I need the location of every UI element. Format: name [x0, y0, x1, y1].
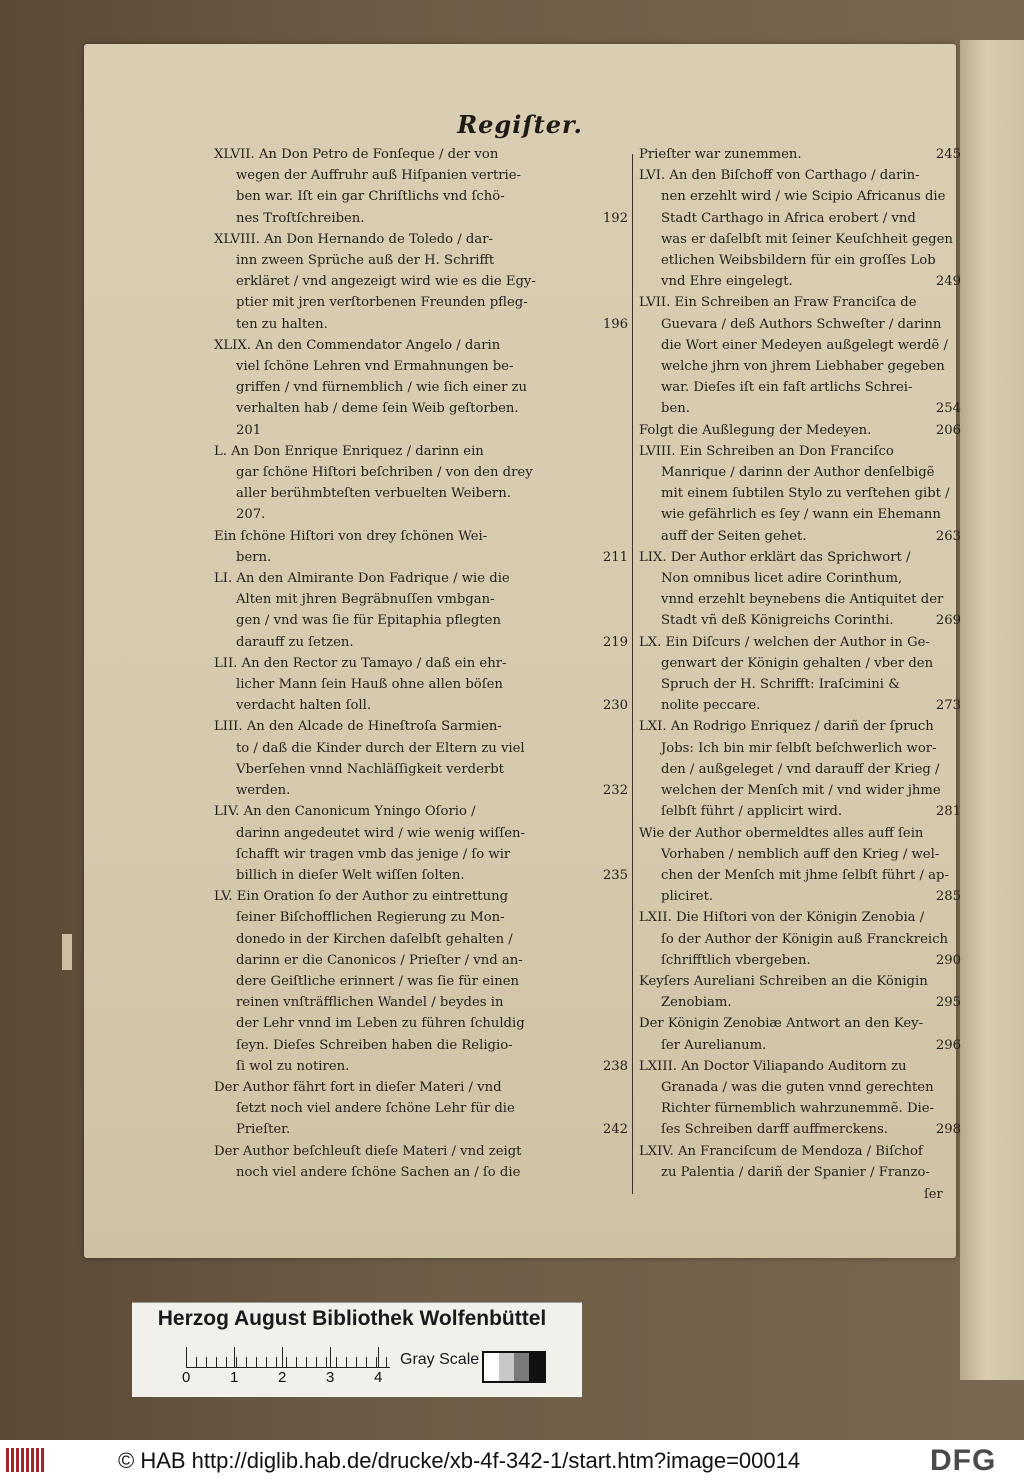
entry-text: ſer Aurelianum. — [661, 1037, 767, 1053]
register-entry — [639, 1141, 961, 1183]
entry-text: werden. — [236, 783, 291, 799]
entry-line — [214, 1056, 628, 1077]
entry-line: erkläret / vnd angezeigt wird wie es die Egy- — [236, 274, 536, 290]
entry-line — [214, 1119, 628, 1140]
entry-text: nolite peccare. — [661, 698, 761, 714]
entry-line: Jobs: Ich bin mir ſelbſt beſchwerlich wor- — [661, 740, 937, 756]
entry-line: aller berühmbteſten verbuelten Weibern. — [236, 486, 511, 502]
page-number: 245 — [935, 147, 961, 162]
page-number: 263 — [935, 528, 961, 544]
page-number: 232 — [602, 783, 628, 799]
page-number: 254 — [935, 401, 961, 417]
register-entry — [639, 823, 961, 908]
entry-line: LI. An den Almirante Don Fadrique / wie die — [214, 571, 510, 587]
entry-line: der Lehr vnnd im Leben zu führen ſchuldig — [236, 1016, 525, 1032]
entry-line: Guevara / deß Authors Schweſter / darinn — [661, 316, 942, 332]
entry-line — [639, 1119, 961, 1140]
register-entry — [214, 441, 628, 526]
entry-line — [639, 144, 961, 165]
entry-line: LVII. Ein Schreiben an Fraw Franciſca de — [639, 295, 917, 311]
entry-text: verdacht halten ſoll. — [236, 698, 372, 714]
register-entry — [214, 886, 628, 1077]
entry-line: LXI. An Rodrigo Enriquez / dariñ der ſpruch — [639, 719, 934, 735]
entry-line: ſchafft wir tragen vmb das jenige / ſo wir — [236, 846, 511, 862]
entry-line: welchen der Menſch mit / vnd wider jhme — [661, 783, 941, 799]
entry-line: dere Geiſtliche erinnert / was ſie für einen — [236, 973, 520, 989]
entry-line — [639, 886, 961, 907]
ruler-tick — [378, 1347, 379, 1367]
entry-text: darauff zu ſetzen. — [236, 634, 354, 650]
entry-line: zu Palentia / dariñ der Spanier / Franzo- — [661, 1164, 930, 1180]
page-number: 235 — [602, 867, 628, 883]
entry-line: LV. Ein Oration ſo der Author zu eintrettung — [214, 889, 509, 905]
register-entry — [214, 1141, 628, 1183]
register-entry — [639, 632, 961, 717]
entry-line: LVIII. Ein Schreiben an Don Franciſco — [639, 443, 894, 459]
entry-line: Ein ſchöne Hiſtori von drey ſchönen Wei- — [214, 528, 488, 544]
ruler-number: 1 — [230, 1369, 239, 1386]
register-entry — [214, 568, 628, 653]
entry-line — [639, 695, 961, 716]
entry-line: Der Author fährt fort in dieſer Materi / vnd — [214, 1079, 502, 1095]
ruler-scale — [186, 1347, 390, 1368]
page-title: Regiſter. — [457, 110, 583, 139]
entry-line: ſeyn. Dieſes Schreiben haben die Religio- — [236, 1037, 513, 1053]
entry-line: LX. Ein Diſcurs / welchen der Author in Ge- — [639, 634, 930, 650]
entry-line: XLVII. An Don Petro de Fonſeque / der von — [214, 147, 499, 162]
entry-line: viel ſchöne Lehren vnd Ermahnungen be- — [236, 359, 514, 375]
register-entry — [214, 335, 628, 441]
page-number: 211 — [602, 549, 628, 565]
entry-line: inn zween Sprüche auß der H. Schrifft — [236, 253, 495, 269]
entry-line: griffen / vnd fürnemblich / wie ſich einer zu — [236, 380, 528, 396]
entry-line: LII. An den Rector zu Tamayo / daß ein ehr- — [214, 655, 507, 671]
entry-line: LIV. An den Canonicum Yningo Oſorio / — [214, 804, 476, 820]
entry-line: Granada / was die guten vnnd gerechten — [661, 1079, 934, 1095]
register-entry — [639, 441, 961, 547]
gray-scale-swatch — [482, 1351, 546, 1383]
adjacent-page-edge — [960, 40, 1024, 1380]
page-number: 192 — [602, 210, 628, 226]
entry-line: Stadt Carthago in Africa erobert / vnd — [661, 210, 916, 226]
entry-text: Prieſter war zunemmen. — [639, 147, 802, 162]
register-entry — [639, 547, 961, 632]
register-entry — [214, 144, 628, 229]
gray-swatch — [484, 1353, 499, 1381]
page-number: 206 — [935, 422, 961, 438]
entry-line: XLVIII. An Don Hernando de Toledo / dar- — [214, 231, 493, 247]
page-number: 249 — [935, 274, 961, 290]
entry-line: LXIII. An Doctor Viliapando Auditorn zu — [639, 1058, 907, 1074]
entry-line: chen der Menſch mit jhme ſelbſt führt / ap- — [661, 867, 949, 883]
gray-scale-label: Gray Scale — [400, 1351, 480, 1368]
entry-line: etlichen Weibsbildern für ein groſſes Lob — [661, 253, 936, 269]
register-entry — [214, 801, 628, 886]
column-divider — [632, 154, 633, 1194]
entry-line: licher Mann ſein Hauß ohne allen böſen — [236, 677, 503, 693]
entry-line — [639, 992, 961, 1013]
entry-line — [214, 547, 628, 568]
ruler-tick — [186, 1347, 187, 1367]
entry-line — [639, 610, 961, 631]
ruler-number: 0 — [182, 1369, 191, 1386]
entry-line — [214, 208, 628, 229]
entry-line: verhalten hab / deme ſein Weib geſtorben. — [236, 401, 519, 417]
entry-line: LXIV. An Franciſcum de Mendoza / Biſchof — [639, 1143, 923, 1159]
page-number: 295 — [935, 995, 961, 1011]
page-number: 238 — [602, 1058, 628, 1074]
entry-line — [639, 398, 961, 419]
entry-line — [639, 526, 961, 547]
entry-line: Spruch der H. Schrifft: Iraſcimini & — [661, 677, 900, 693]
entry-line: gen / vnd was ſie für Epitaphia pflegten — [236, 613, 501, 629]
register-entry — [639, 971, 961, 1013]
page-number: 298 — [935, 1122, 961, 1138]
page-number: 269 — [935, 613, 961, 629]
entry-text: vnd Ehre eingelegt. — [661, 274, 793, 290]
ruler-tick — [282, 1347, 283, 1367]
entry-line: LIII. An den Alcade de Hineſtroſa Sarmien- — [214, 719, 502, 735]
entry-line — [639, 420, 961, 441]
entry-line — [639, 801, 961, 822]
page-number: 230 — [602, 698, 628, 714]
entry-line: Vberſehen vnnd Nachläſſigkeit verderbt — [236, 761, 504, 777]
register-entry — [639, 716, 961, 822]
register-entry — [214, 716, 628, 801]
ruler-number: 3 — [326, 1369, 335, 1386]
register-entry — [639, 1056, 961, 1141]
ruler-number: 2 — [278, 1369, 287, 1386]
entry-text: ſes Schreiben darff auffmerckens. — [661, 1122, 888, 1138]
page-number: 219 — [602, 634, 628, 650]
entry-line: ſo der Author der Königin auß Franckreich — [661, 931, 948, 947]
copyright-link[interactable]: © HAB http://diglib.hab.de/drucke/xb-4f-342-1/start.htm?image=00014 — [118, 1448, 801, 1473]
gray-swatch — [529, 1353, 544, 1381]
entry-line: donedo in der Kirchen daſelbſt gehalten / — [236, 931, 513, 947]
entry-line: darinn er die Canonicos / Prieſter / vnd an- — [236, 952, 523, 968]
entry-line: Keyſers Aureliani Schreiben an die Königin — [639, 973, 928, 989]
gray-swatch — [499, 1353, 514, 1381]
entry-line: Der Author beſchleuſt dieſe Materi / vnd zeigt — [214, 1143, 522, 1159]
entry-line — [639, 271, 961, 292]
entry-line: Vorhaben / nemblich auff den Krieg / wel- — [661, 846, 940, 862]
entry-line: LXII. Die Hiſtori von der Königin Zenobia / — [639, 910, 925, 926]
entry-line: ſeiner Biſchofflichen Regierung zu Mon- — [236, 910, 505, 926]
entry-line: was er daſelbſt mit ſeiner Keuſchheit gegen — [661, 231, 953, 247]
entry-line: ptier mit jren verſtorbenen Freunden pfleg- — [236, 295, 528, 311]
entry-line: darinn angedeutet wird / wie wenig wiſſen- — [236, 825, 525, 841]
entry-text: pliciret. — [661, 889, 714, 905]
page-number: 242 — [602, 1122, 628, 1138]
entry-line: noch viel andere ſchöne Sachen an / ſo die — [236, 1164, 521, 1180]
entry-line: vnnd erzehlt beynebens die Antiquitet der — [661, 592, 944, 608]
entry-line — [214, 865, 628, 886]
entry-text: ſelbſt führt / applicirt wird. — [661, 804, 843, 820]
entry-line: wie gefährlich es ſey / wann ein Ehemann — [661, 507, 941, 523]
page-number: 296 — [935, 1037, 961, 1053]
entry-text: Prieſter. — [236, 1122, 291, 1138]
register-entry — [639, 420, 961, 441]
register-entry — [639, 144, 961, 165]
entry-text: Zenobiam. — [661, 995, 732, 1011]
entry-line: Wie der Author obermeldtes alles auff ſein — [639, 825, 924, 841]
register-page — [84, 44, 961, 1258]
register-entry — [214, 526, 628, 568]
entry-line: die Wort einer Medeyen außgelegt werdẽ / — [661, 337, 949, 353]
entry-text: Stadt vñ deß Königreichs Corinthi. — [661, 613, 894, 629]
entry-line: Alten mit jhren Begräbnuſſen vmbgan- — [236, 592, 495, 608]
entry-text: ſi wol zu notiren. — [236, 1058, 350, 1074]
entry-text: bern. — [236, 549, 272, 565]
register-entry — [639, 1013, 961, 1055]
entry-line: Richter fürnemblich wahrzunemmẽ. Die- — [661, 1101, 934, 1117]
left-column — [214, 144, 628, 1183]
entry-text: Folgt die Außlegung der Medeyen. — [639, 422, 872, 438]
entry-line — [214, 314, 628, 335]
entry-line: LIX. Der Author erklärt das Sprichwort / — [639, 549, 911, 565]
entry-line: nen erzehlt wird / wie Scipio Africanus die — [661, 189, 946, 205]
entry-line — [639, 950, 961, 971]
dfg-logo: DFG — [930, 1444, 997, 1477]
register-entry — [214, 653, 628, 717]
entry-line: 201 — [236, 422, 262, 438]
register-entry — [639, 907, 961, 971]
entry-line: reinen vnſträfflichen Wandel / beydes in — [236, 995, 504, 1011]
page-tab — [62, 934, 72, 970]
entry-line: den / außgeleget / vnd darauff der Krieg / — [661, 761, 940, 777]
right-column — [639, 144, 961, 1183]
entry-line: wegen der Auffruhr auß Hiſpanien vertrie- — [236, 168, 522, 184]
entry-text: billich in dieſer Welt wiſſen ſolten. — [236, 867, 465, 883]
entry-line: welche jhrn von jhrem Liebhaber gegeben — [661, 359, 945, 375]
library-label — [132, 1302, 582, 1397]
entry-text: ben. — [661, 401, 690, 417]
barcode-icon — [6, 1448, 46, 1472]
entry-line: Non omnibus licet adire Corinthum, — [661, 571, 903, 587]
entry-text: nes Troſtſchreiben. — [236, 210, 365, 226]
ruler-tick — [330, 1347, 331, 1367]
gray-swatch — [514, 1353, 529, 1381]
entry-line: to / daß die Kinder durch der Eltern zu viel — [236, 740, 525, 756]
entry-line: Manrique / darinn der Author denſelbigẽ — [661, 465, 935, 481]
entry-line — [214, 695, 628, 716]
page-number: 273 — [935, 698, 961, 714]
entry-text: ſchrifftlich vbergeben. — [661, 952, 811, 968]
entry-line: genwart der Königin gehalten / vber den — [661, 655, 934, 671]
library-name: Herzog August Bibliothek Wolfenbüttel — [157, 1307, 547, 1330]
register-entry — [639, 165, 961, 292]
page-number: 290 — [935, 952, 961, 968]
page-number: 281 — [935, 804, 961, 820]
page-number: 285 — [935, 889, 961, 905]
entry-line — [214, 780, 628, 801]
catchword: ſer — [924, 1187, 943, 1202]
ruler-tick — [234, 1347, 235, 1367]
register-entry — [639, 292, 961, 419]
entry-line: LVI. An den Biſchoff von Carthago / darin- — [639, 168, 920, 184]
entry-line: ſetzt noch viel andere ſchöne Lehr für die — [236, 1101, 515, 1117]
register-entry — [214, 229, 628, 335]
register-entry — [214, 1077, 628, 1141]
entry-text: ten zu halten. — [236, 316, 328, 332]
entry-line: war. Dieſes iſt ein faſt artlichs Schrei- — [661, 380, 913, 396]
entry-line — [639, 1035, 961, 1056]
entry-text: auff der Seiten gehet. — [661, 528, 807, 544]
entry-line: mit einem ſubtilen Stylo zu verſtehen gibt / — [661, 486, 950, 502]
entry-line: Der Königin Zenobiæ Antwort an den Key- — [639, 1016, 924, 1032]
entry-line: L. An Don Enrique Enriquez / darinn ein — [214, 443, 484, 459]
ruler-number: 4 — [374, 1369, 383, 1386]
entry-line: 207. — [236, 507, 266, 523]
entry-line — [214, 632, 628, 653]
entry-line: ben war. Iſt ein gar Chriſtlichs vnd ſchö- — [236, 189, 505, 205]
entry-line: gar ſchöne Hiſtori beſchriben / von den drey — [236, 465, 533, 481]
footer-bar — [0, 1440, 1024, 1480]
page-number: 196 — [602, 316, 628, 332]
entry-line: XLIX. An den Commendator Angelo / darin — [214, 337, 501, 353]
